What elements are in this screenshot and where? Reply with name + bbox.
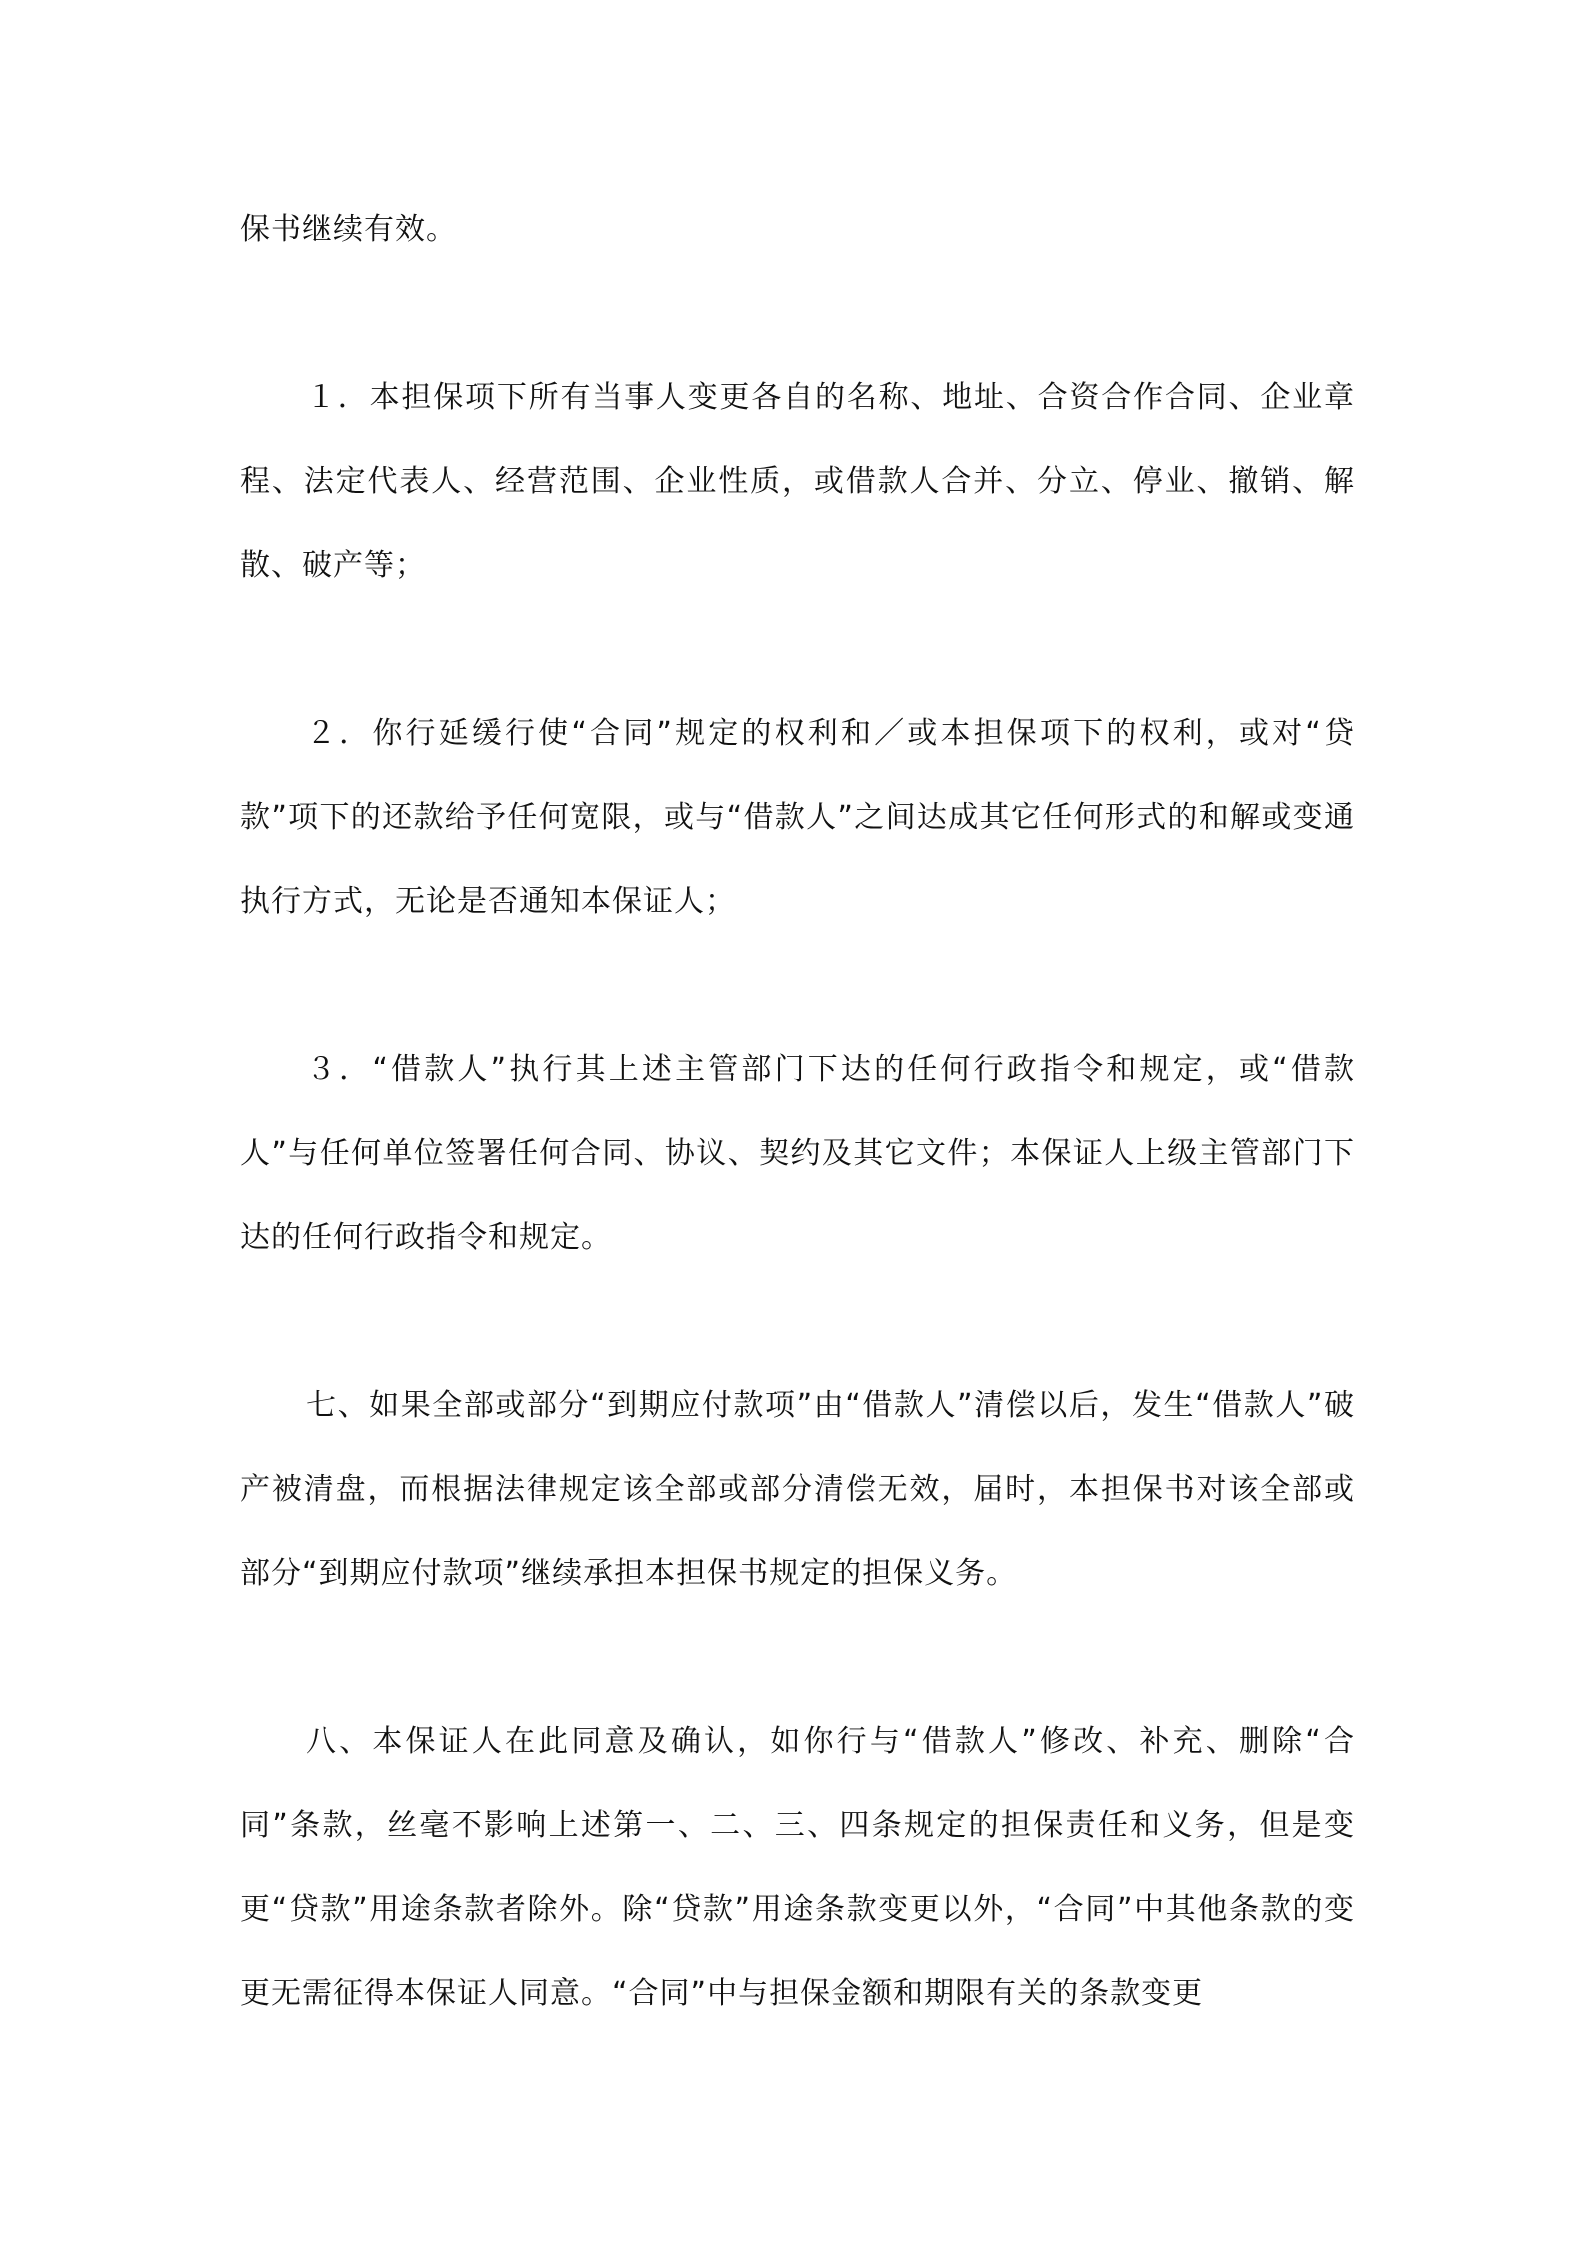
- paragraph-clause-7: 七、如果全部或部分“到期应付款项”由“借款人”清偿以后，发生“借款人”破产被清盘，而根据法律规定该全部或部分清偿无效，届时，本担保书对该全部或部分“到期应付款项”继续承担本担保书规定的担保义务。: [240, 1388, 1355, 1591]
- paragraph-clause-8: 八、本保证人在此同意及确认，如你行与“借款人”修改、补充、删除“合同”条款，丝毫不影响上述第一、二、三、四条规定的担保责任和义务，但是变更“贷款”用途条款者除外。除“贷款”用途条款变更以外，“合同”中其他条款的变更无需征得本保证人同意。“合同”中与担保金额和期限有关的条款变更: [240, 1724, 1355, 2011]
- paragraph-item-1: １．本担保项下所有当事人变更各自的名称、地址、合资合作合同、企业章程、法定代表人、经营范围、企业性质，或借款人合并、分立、停业、撤销、解散、破产等；: [240, 380, 1355, 583]
- paragraph-item-3: ３．“借款人”执行其上述主管部门下达的任何行政指令和规定，或“借款人”与任何单位签署任何合同、协议、契约及其它文件；本保证人上级主管部门下达的任何行政指令和规定。: [240, 1052, 1355, 1255]
- paragraph-item-2: ２．你行延缓行使“合同”规定的权利和／或本担保项下的权利，或对“贷款”项下的还款给予任何宽限，或与“借款人”之间达成其它任何形式的和解或变通执行方式，无论是否通知本保证人；: [240, 716, 1355, 919]
- paragraph-continuation: 保书继续有效。: [240, 212, 457, 247]
